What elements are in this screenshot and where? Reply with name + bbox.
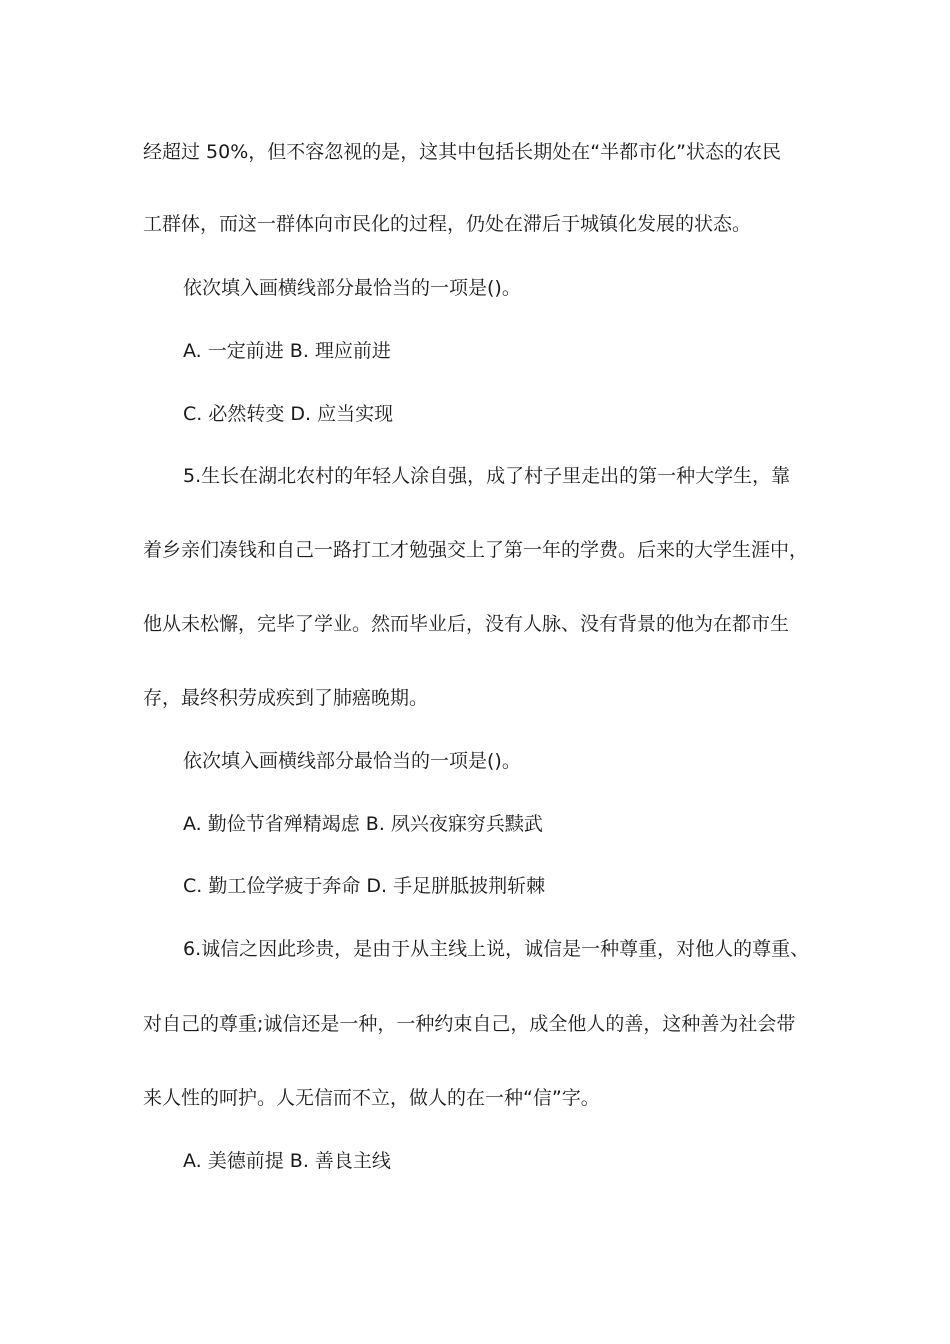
question-6-line-1: 6.诚信之因此珍贵，是由于从主线上说，诚信是一种尊重，对他人的尊重、 [183,938,810,960]
question-6-line-2: 对自己的尊重;诚信还是一种，一种约束自己，成全他人的善，这种善为社会带 [143,1013,796,1035]
paragraph-line-2: 工群体，而这一群体向市民化的过程，仍处在滞后于城镇化发展的状态。 [143,213,752,235]
question-5-line-1: 5.生长在湖北农村的年轻人涂自强，成了村子里走出的第一种大学生，靠 [183,465,791,487]
options-5-ab: A. 勤俭节省殚精竭虑 B. 夙兴夜寐穷兵黩武 [183,813,543,835]
options-6-ab: A. 美德前提 B. 善良主线 [183,1150,391,1172]
options-4-ab: A. 一定前进 B. 理应前进 [183,340,391,362]
question-6-line-3: 来人性的呵护。人无信而不立，做人的在一种“信”字。 [143,1087,600,1109]
question-5-line-2: 着乡亲们凑钱和自己一路打工才勉强交上了第一年的学费。后来的大学生涯中， [143,539,809,561]
paragraph-line-1: 经超过 50%，但不容忽视的是，这其中包括长期处在“半都市化”状态的农民 [143,141,781,163]
options-4-cd: C. 必然转变 D. 应当实现 [183,403,394,425]
question-prompt-4: 依次填入画横线部分最恰当的一项是()。 [183,277,521,299]
options-5-cd: C. 勤工俭学疲于奔命 D. 手足胼胝披荆斩棘 [183,875,546,897]
question-5-line-4: 存，最终积劳成疾到了肺癌晚期。 [143,687,429,709]
question-prompt-5: 依次填入画横线部分最恰当的一项是()。 [183,750,521,772]
question-5-line-3: 他从未松懈，完毕了学业。然而毕业后，没有人脉、没有背景的他为在都市生 [143,613,790,635]
